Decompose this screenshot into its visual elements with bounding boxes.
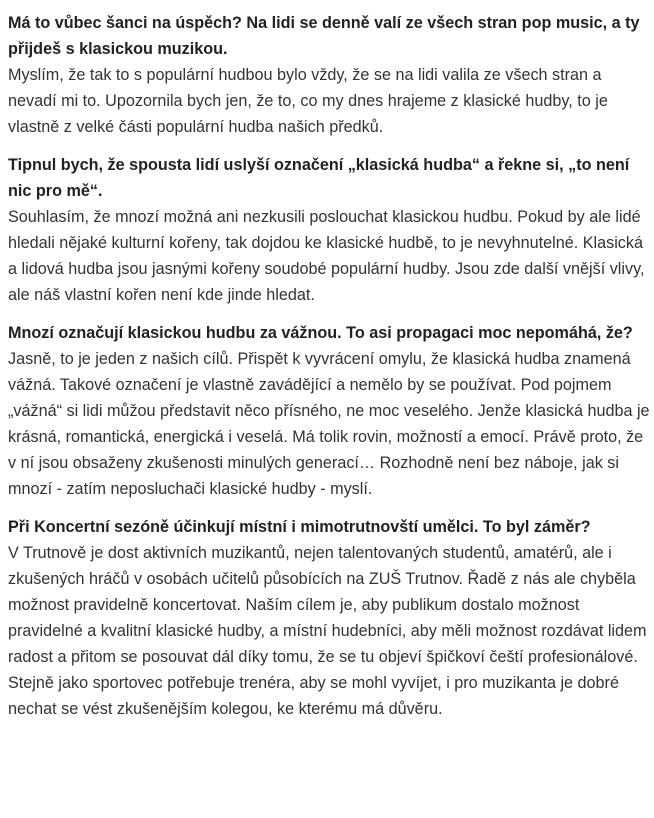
qa-block [8, 152, 650, 308]
qa-block [8, 320, 650, 502]
interview-question: Tipnul bych, že spousta lidí uslyší označení „klasická hudba“ a řekne si, „to není nic pro mě“. [8, 156, 630, 200]
qa-block [8, 514, 650, 722]
interview-answer: Myslím, že tak to s populární hudbou bylo vždy, že se na lidi valila ze všech stran a nevadí mi to. Upozornila bych jen, že to, co my dnes hrajeme z klasické hudby, to je vlastně z velké části populární hudba našich předků. [8, 66, 608, 136]
interview-article [8, 10, 650, 734]
qa-block [8, 10, 650, 140]
interview-answer: Jasně, to je jeden z našich cílů. Přispět k vyvrácení omylu, že klasická hudba znamená vážná. Takové označení je vlastně zavádějící a nemělo by se používat. Pod pojmem „vážná“ si lidi můžou představit něco přísného, ne moc veselého. Jenže klasická hudba je krásná, romantická, energická i veselá. Má tolik rovin, možností a emocí. Právě proto, že v ní jsou obsaženy zkušenosti minulých generací… Rozhodně není bez náboje, jak si mnozí - zatím neposluchači klasické hudby - myslí. [8, 350, 650, 498]
interview-question: Má to vůbec šanci na úspěch? Na lidi se denně valí ze všech stran pop music, a ty přijdeš s klasickou muzikou. [8, 14, 640, 58]
interview-question: Při Koncertní sezóně účinkují místní i mimotrutnovští umělci. To byl záměr? [8, 518, 591, 536]
interview-answer: V Trutnově je dost aktivních muzikantů, nejen talentovaných studentů, amatérů, ale i zkušených hráčů v osobách učitelů působících na ZUŠ Trutnov. Řadě z nás ale chyběla možnost pravidelně koncertovat. Naším cílem je, aby publikum dostalo možnost pravidelné a kvalitní klasické hudby, a místní hudebníci, aby měli možnost rozdávat lidem radost a přitom se posouvat dál díky tomu, že se tu objeví špičkoví čeští profesionálové. Stejně jako sportovec potřebuje trenéra, aby se mohl vyvíjet, i pro muzikanta je dobré nechat se vést zkušenějším kolegou, ke kterému má důvěru. [8, 544, 647, 718]
interview-question: Mnozí označují klasickou hudbu za vážnou. To asi propagaci moc nepomáhá, že? [8, 324, 633, 342]
interview-answer: Souhlasím, že mnozí možná ani nezkusili poslouchat klasickou hudbu. Pokud by ale lidé hledali nějaké kulturní kořeny, tak dojdou ke klasické hudbě, to je nevyhnutelné. Klasická a lidová hudba jsou jasnými kořeny soudobé populární hudby. Jsou zde další vnější vlivy, ale náš vlastní kořen není kde jinde hledat. [8, 208, 645, 304]
